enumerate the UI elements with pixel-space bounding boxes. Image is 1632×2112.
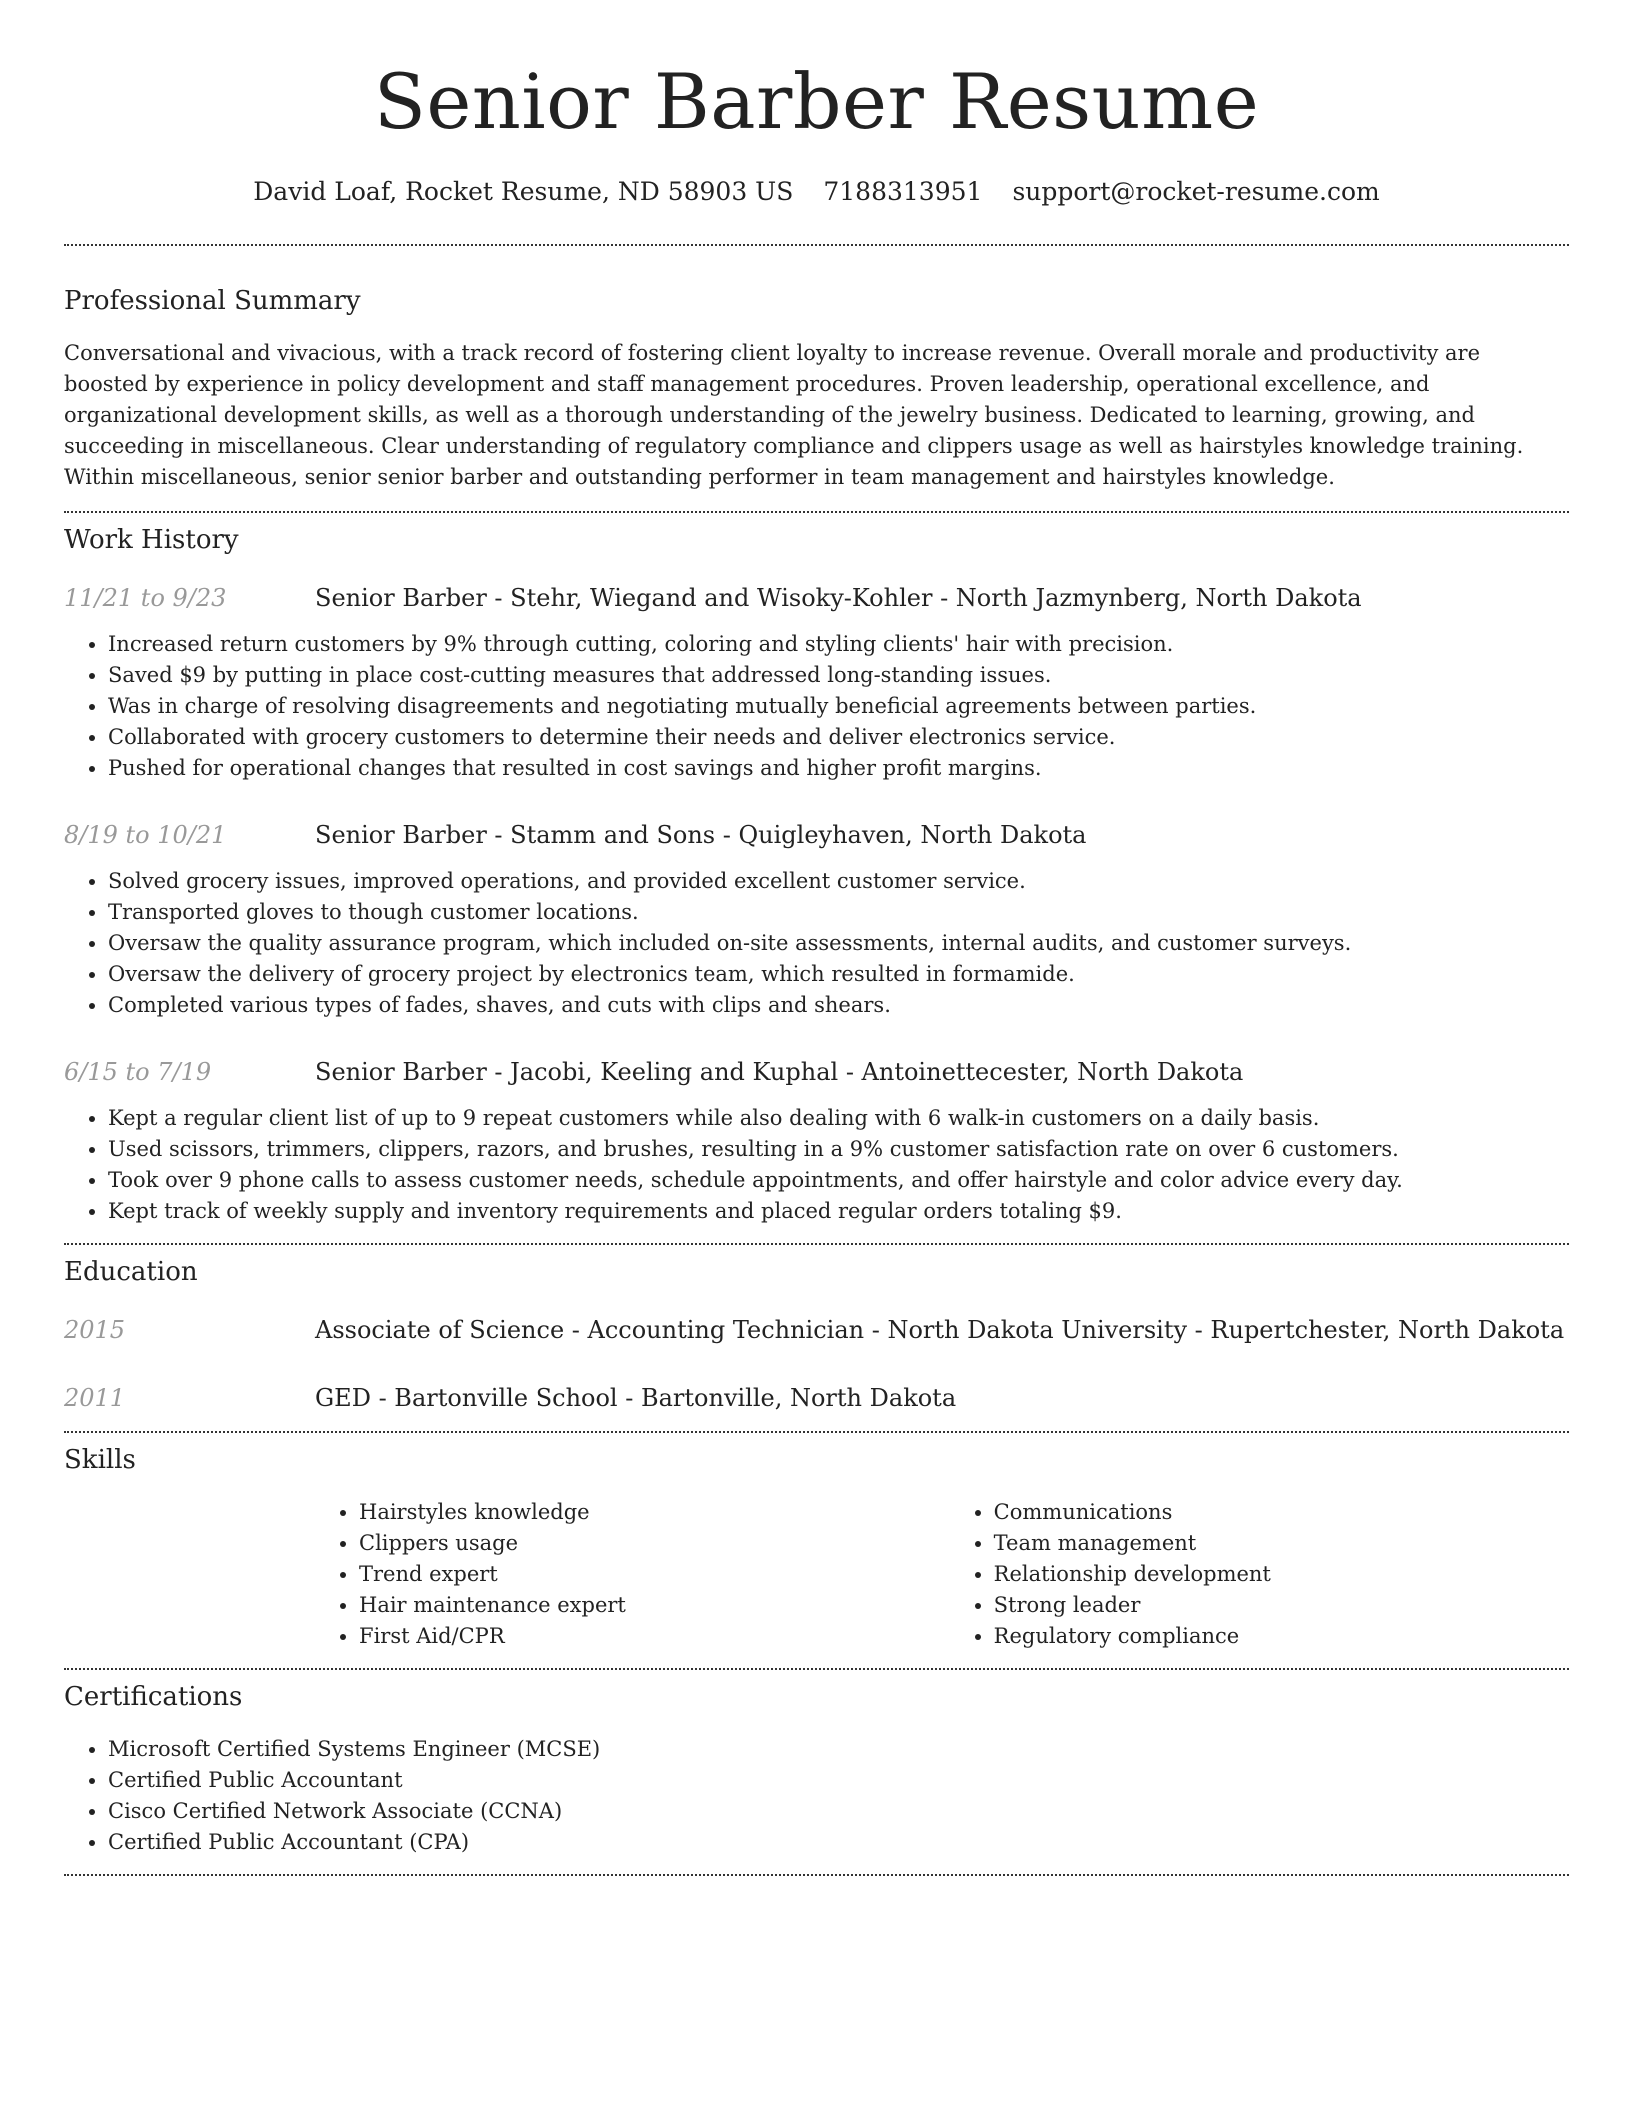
- section-heading-work-history: Work History: [64, 525, 239, 555]
- work-history-section: [64, 523, 1569, 1227]
- section-heading-education: Education: [64, 1257, 198, 1287]
- job-entry: [64, 1055, 1569, 1227]
- list-item: • Hairstyles knowledge: [359, 1497, 950, 1528]
- section-heading-certifications: Certifications: [64, 1682, 243, 1712]
- education-title: Associate of Science - Accounting Technician - North Dakota University - Rupertchester, North Dakota: [315, 1316, 1565, 1344]
- section-heading-summary: Professional Summary: [64, 286, 361, 316]
- contact-address: David Loaf, Rocket Resume, ND 58903 US: [253, 177, 794, 206]
- education-title: GED - Bartonville School - Bartonville, North Dakota: [315, 1384, 957, 1412]
- list-item: • Transported gloves to though customer locations.: [108, 897, 1569, 928]
- list-item: • Took over 9 phone calls to assess customer needs, schedule appointments, and offer hairstyle and color advice every day.: [108, 1165, 1569, 1196]
- list-item: • Team management: [994, 1528, 1569, 1559]
- list-item: • Certified Public Accountant: [108, 1765, 1569, 1796]
- divider: [64, 1243, 1569, 1245]
- list-item: • Oversaw the quality assurance program, which included on-site assessments, internal audits, and customer surveys.: [108, 928, 1569, 959]
- list-item: • Regulatory compliance: [994, 1621, 1569, 1652]
- job-entry: [64, 818, 1569, 1021]
- education-entry: [64, 1381, 1569, 1415]
- section-heading-skills: Skills: [64, 1445, 136, 1475]
- job-dates: 8/19 to 10/21: [64, 821, 227, 849]
- list-item: • Was in charge of resolving disagreements and negotiating mutually beneficial agreements between parties.: [108, 691, 1569, 722]
- certifications-list: [64, 1734, 1569, 1858]
- summary-section: [64, 284, 1569, 493]
- job-title: Senior Barber - Jacobi, Keeling and Kuphal - Antoinettecester, North Dakota: [315, 1058, 1244, 1086]
- contact-phone: 7188313951: [823, 177, 983, 206]
- resume-title: Senior Barber Resume: [373, 57, 1260, 146]
- contact-email: support@rocket-resume.com: [1012, 177, 1380, 206]
- list-item: • Oversaw the delivery of grocery project by electronics team, which resulted in formamide.: [108, 959, 1569, 990]
- education-entry: [64, 1313, 1569, 1347]
- list-item: • Certified Public Accountant (CPA): [108, 1827, 1569, 1858]
- job-title: Senior Barber - Stamm and Sons - Quigleyhaven, North Dakota: [315, 821, 1087, 849]
- list-item: • Kept track of weekly supply and inventory requirements and placed regular orders totaling $9.: [108, 1196, 1569, 1227]
- list-item: • Kept a regular client list of up to 9 repeat customers while also dealing with 6 walk-in customers on a daily basis.: [108, 1103, 1569, 1134]
- divider: [64, 244, 1569, 246]
- list-item: • Hair maintenance expert: [359, 1590, 950, 1621]
- job-bullets: [64, 866, 1569, 1021]
- list-item: • Strong leader: [994, 1590, 1569, 1621]
- divider: [64, 1668, 1569, 1670]
- resume-page: [64, 0, 1569, 1876]
- list-item: • Used scissors, trimmers, clippers, razors, and brushes, resulting in a 9% customer satisfaction rate on over 6 customers.: [108, 1134, 1569, 1165]
- skills-grid: [315, 1497, 1569, 1652]
- list-item: • Cisco Certified Network Associate (CCNA): [108, 1796, 1569, 1827]
- list-item: • First Aid/CPR: [359, 1621, 950, 1652]
- list-item: • Solved grocery issues, improved operations, and provided excellent customer service.: [108, 866, 1569, 897]
- education-section: [64, 1255, 1569, 1415]
- skills-list-left: [315, 1497, 950, 1652]
- divider: [64, 511, 1569, 513]
- job-bullets: [64, 629, 1569, 784]
- list-item: • Saved $9 by putting in place cost-cutting measures that addressed long-standing issues.: [108, 660, 1569, 691]
- list-item: • Communications: [994, 1497, 1569, 1528]
- certifications-section: [64, 1680, 1569, 1858]
- job-dates: 11/21 to 9/23: [64, 584, 227, 612]
- divider: [64, 1431, 1569, 1433]
- list-item: • Microsoft Certified Systems Engineer (MCSE): [108, 1734, 1569, 1765]
- job-dates: 6/15 to 7/19: [64, 1058, 212, 1086]
- education-year: 2011: [64, 1384, 126, 1412]
- summary-text: Conversational and vivacious, with a track record of fostering client loyalty to increase revenue. Overall morale and productivity are boosted by experience in policy development and staff management procedures. Proven leadership, operational excellence, and organizational development skills, as well as a thorough understanding of the jewelry business. Dedicated to learning, growing, and succeeding in miscellaneous. Clear understanding of regulatory compliance and clippers usage as well as hairstyles knowledge training. Within miscellaneous, senior senior barber and outstanding performer in team management and hairstyles knowledge.: [64, 341, 1524, 489]
- list-item: • Clippers usage: [359, 1528, 950, 1559]
- list-item: • Trend expert: [359, 1559, 950, 1590]
- list-item: • Pushed for operational changes that resulted in cost savings and higher profit margins.: [108, 753, 1569, 784]
- list-item: • Relationship development: [994, 1559, 1569, 1590]
- divider: [64, 1874, 1569, 1876]
- list-item: • Completed various types of fades, shaves, and cuts with clips and shears.: [108, 990, 1569, 1021]
- skills-section: [64, 1443, 1569, 1652]
- job-bullets: [64, 1103, 1569, 1227]
- list-item: • Increased return customers by 9% through cutting, coloring and styling clients' hair with precision.: [108, 629, 1569, 660]
- list-item: • Collaborated with grocery customers to determine their needs and deliver electronics service.: [108, 722, 1569, 753]
- contact-line: [64, 172, 1569, 212]
- job-entry: [64, 581, 1569, 784]
- job-title: Senior Barber - Stehr, Wiegand and Wisoky-Kohler - North Jazmynberg, North Dakota: [315, 584, 1362, 612]
- education-year: 2015: [64, 1316, 126, 1344]
- skills-list-right: [950, 1497, 1569, 1652]
